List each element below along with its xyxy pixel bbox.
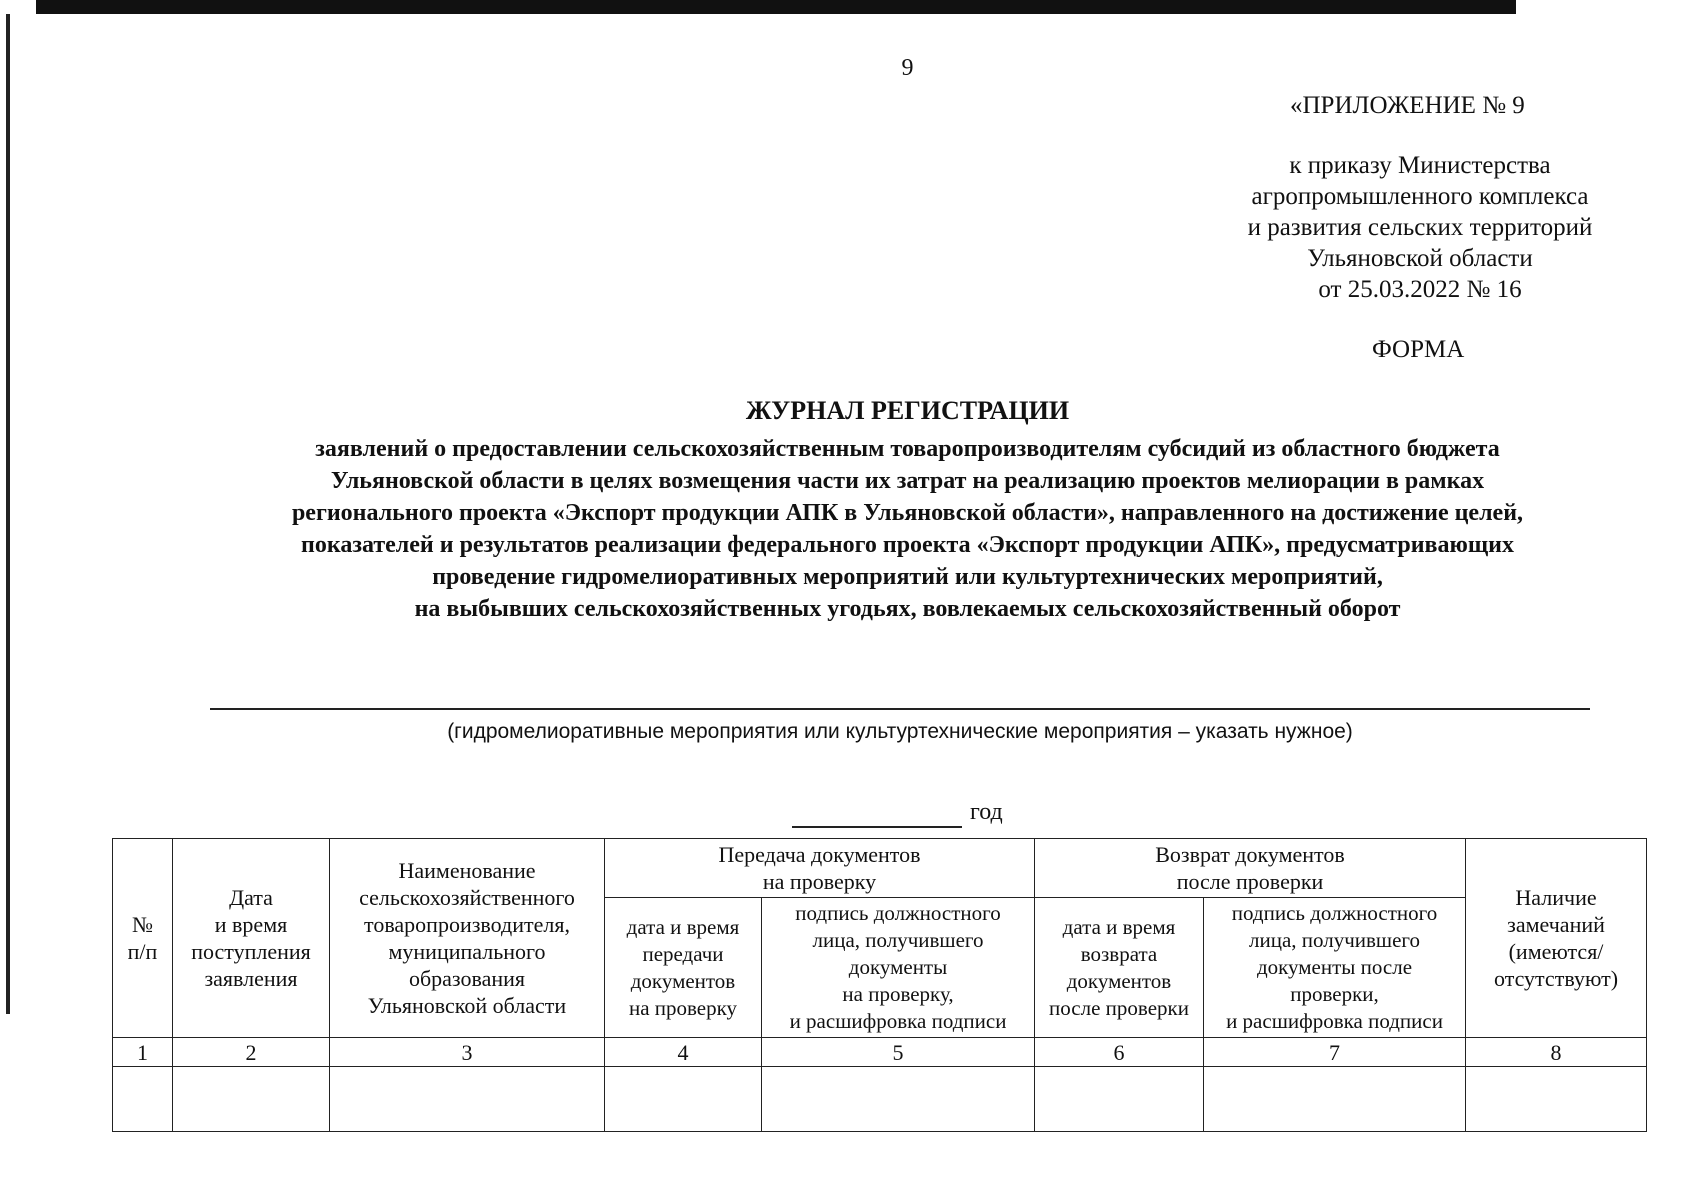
col-header-number: № п/п — [113, 839, 173, 1038]
empty-cell — [1466, 1067, 1647, 1132]
empty-cell — [113, 1067, 173, 1132]
order-line: и развития сельских территорий — [1247, 214, 1593, 241]
col-header-date-received: Дата и время поступления заявления — [173, 839, 330, 1038]
col-header-producer-name: Наименование сельскохозяйственного товаропроизводителя, муниципального образования Ульяновской области — [330, 839, 605, 1038]
column-number: 6 — [1035, 1038, 1204, 1067]
column-number: 5 — [762, 1038, 1035, 1067]
empty-cell — [762, 1067, 1035, 1132]
table-header-row — [113, 839, 1647, 898]
order-reference — [1200, 150, 1640, 305]
registration-journal-table — [112, 838, 1647, 1132]
year-label: год — [970, 799, 1003, 825]
subtitle-line: показателей и результатов реализации федерального проекта «Экспорт продукции АПК», предусматривающих — [301, 532, 1514, 558]
empty-cell — [173, 1067, 330, 1132]
group-header-return: Возврат документов после проверки — [1035, 839, 1466, 898]
page-number: 9 — [901, 55, 914, 81]
subtitle-line: на выбывших сельскохозяйственных угодьях, вовлекаемых сельскохозяйственный оборот — [414, 596, 1401, 622]
annex-title: «ПРИЛОЖЕНИЕ № 9 — [1290, 92, 1525, 119]
event-type-fill-line — [210, 708, 1590, 710]
document-subtitle — [150, 433, 1665, 625]
empty-cell — [1035, 1067, 1204, 1132]
year-fill-line — [792, 826, 962, 828]
empty-cell — [605, 1067, 762, 1132]
col-header-return-signature: подпись должностного лица, получившего документы после проверки, и расшифровка подписи — [1204, 898, 1466, 1038]
subtitle-line: проведение гидромелиоративных мероприятий или культуртехнических мероприятий, — [432, 564, 1383, 590]
empty-cell — [1204, 1067, 1466, 1132]
column-number-row — [113, 1038, 1647, 1067]
column-number: 2 — [173, 1038, 330, 1067]
column-number: 3 — [330, 1038, 605, 1067]
scan-left-edge — [6, 14, 10, 1014]
col-header-return-date: дата и время возврата документов после проверки — [1035, 898, 1204, 1038]
document-title: ЖУРНАЛ РЕГИСТРАЦИИ — [745, 396, 1070, 425]
col-header-transfer-signature: подпись должностного лица, получившего документы на проверку, и расшифровка подписи — [762, 898, 1035, 1038]
col-header-transfer-date: дата и время передачи документов на проверку — [605, 898, 762, 1038]
table-row — [113, 1067, 1647, 1132]
subtitle-line: Ульяновской области в целях возмещения части их затрат на реализацию проектов мелиорации в рамках — [330, 468, 1485, 494]
column-number: 7 — [1204, 1038, 1466, 1067]
order-line: от 25.03.2022 № 16 — [1318, 276, 1522, 303]
empty-cell — [330, 1067, 605, 1132]
column-number: 8 — [1466, 1038, 1647, 1067]
form-label: ФОРМА — [1372, 336, 1465, 363]
scan-top-border — [36, 0, 1516, 14]
column-number: 4 — [605, 1038, 762, 1067]
column-number: 1 — [113, 1038, 173, 1067]
subtitle-line: заявлений о предоставлении сельскохозяйственным товаропроизводителям субсидий из областного бюджета — [315, 436, 1500, 462]
order-line: агропромышленного комплекса — [1251, 183, 1589, 210]
subtitle-line: регионального проекта «Экспорт продукции АПК в Ульяновской области», направленного на достижение целей, — [291, 500, 1524, 526]
order-line: Ульяновской области — [1307, 245, 1533, 272]
col-header-remarks: Наличие замечаний (имеются/ отсутствуют) — [1466, 839, 1647, 1038]
group-header-transfer: Передача документов на проверку — [605, 839, 1035, 898]
event-type-hint: (гидромелиоративные мероприятия или культуртехнические мероприятия – указать нужное) — [447, 720, 1353, 743]
order-line: к приказу Министерства — [1289, 152, 1551, 179]
